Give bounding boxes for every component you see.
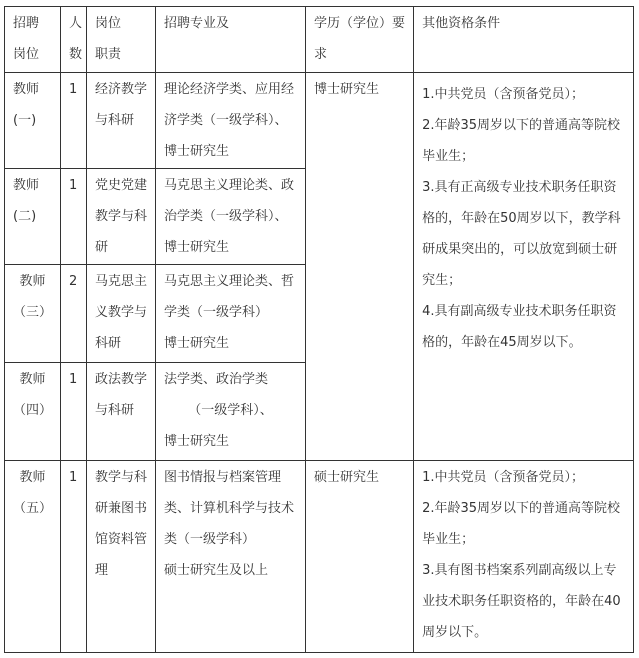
major-cell: 马克思主义理论类、政 治学类（一级学科）、 博士研究生 [156, 169, 306, 265]
education-cell: 硕士研究生 [306, 461, 414, 653]
recruitment-table [4, 6, 634, 653]
duty-cell: 党史党建 教学与科 研 [87, 169, 156, 265]
number-cell: 2 [61, 265, 87, 363]
education-cell: 博士研究生 [306, 73, 414, 461]
position-cell: 教师 (一) [5, 73, 61, 169]
number-cell: 1 [61, 169, 87, 265]
major-cell: 图书情报与档案管理 类、计算机科学与技术 类（一级学科） 硕士研究生及以上 [156, 461, 306, 653]
duty-cell: 教学与科 研兼图书 馆资料管 理 [87, 461, 156, 653]
major-cell: 马克思主义理论类、哲 学类（一级学科） 博士研究生 [156, 265, 306, 363]
other-conditions-cell: 1.中共党员（含预备党员）； 2.年龄35周岁以下的普通高等院校 毕业生； 3.具有图书档案系列副高级以上专 业技术职务任职资格的，年龄在40 周岁以下。 [414, 461, 634, 653]
header-position: 招聘 岗位 [5, 7, 61, 73]
position-cell: 教师 (二) [5, 169, 61, 265]
position-cell: 教师 （四） [5, 363, 61, 461]
header-other-conditions: 其他资格条件 [414, 7, 634, 73]
header-number: 人 数 [61, 7, 87, 73]
major-cell: 法学类、政治学类 （一级学科）、 博士研究生 [156, 363, 306, 461]
position-cell: 教师 （五） [5, 461, 61, 653]
duty-cell: 政法教学 与科研 [87, 363, 156, 461]
table-header-row [5, 7, 634, 73]
number-cell: 1 [61, 461, 87, 653]
position-cell: 教师 （三） [5, 265, 61, 363]
duty-cell: 经济教学 与科研 [87, 73, 156, 169]
header-duty: 岗位 职责 [87, 7, 156, 73]
major-cell: 理论经济学类、应用经 济学类（一级学科）、 博士研究生 [156, 73, 306, 169]
number-cell: 1 [61, 73, 87, 169]
duty-cell: 马克思主 义教学与 科研 [87, 265, 156, 363]
other-conditions-cell: 1.中共党员（含预备党员）； 2.年龄35周岁以下的普通高等院校 毕业生； 3.具有正高级专业技术职务任职资 格的，年龄在50周岁以下，教学科 研成果突出的，可以放宽到硕士研 究生； 4.具有副高级专业技术职务任职资 格的，年龄在45周岁以下。 [414, 73, 634, 461]
table-row [5, 461, 634, 653]
table-row [5, 73, 634, 169]
number-cell: 1 [61, 363, 87, 461]
header-education: 学历（学位）要 求 [306, 7, 414, 73]
header-major: 招聘专业及 [156, 7, 306, 73]
